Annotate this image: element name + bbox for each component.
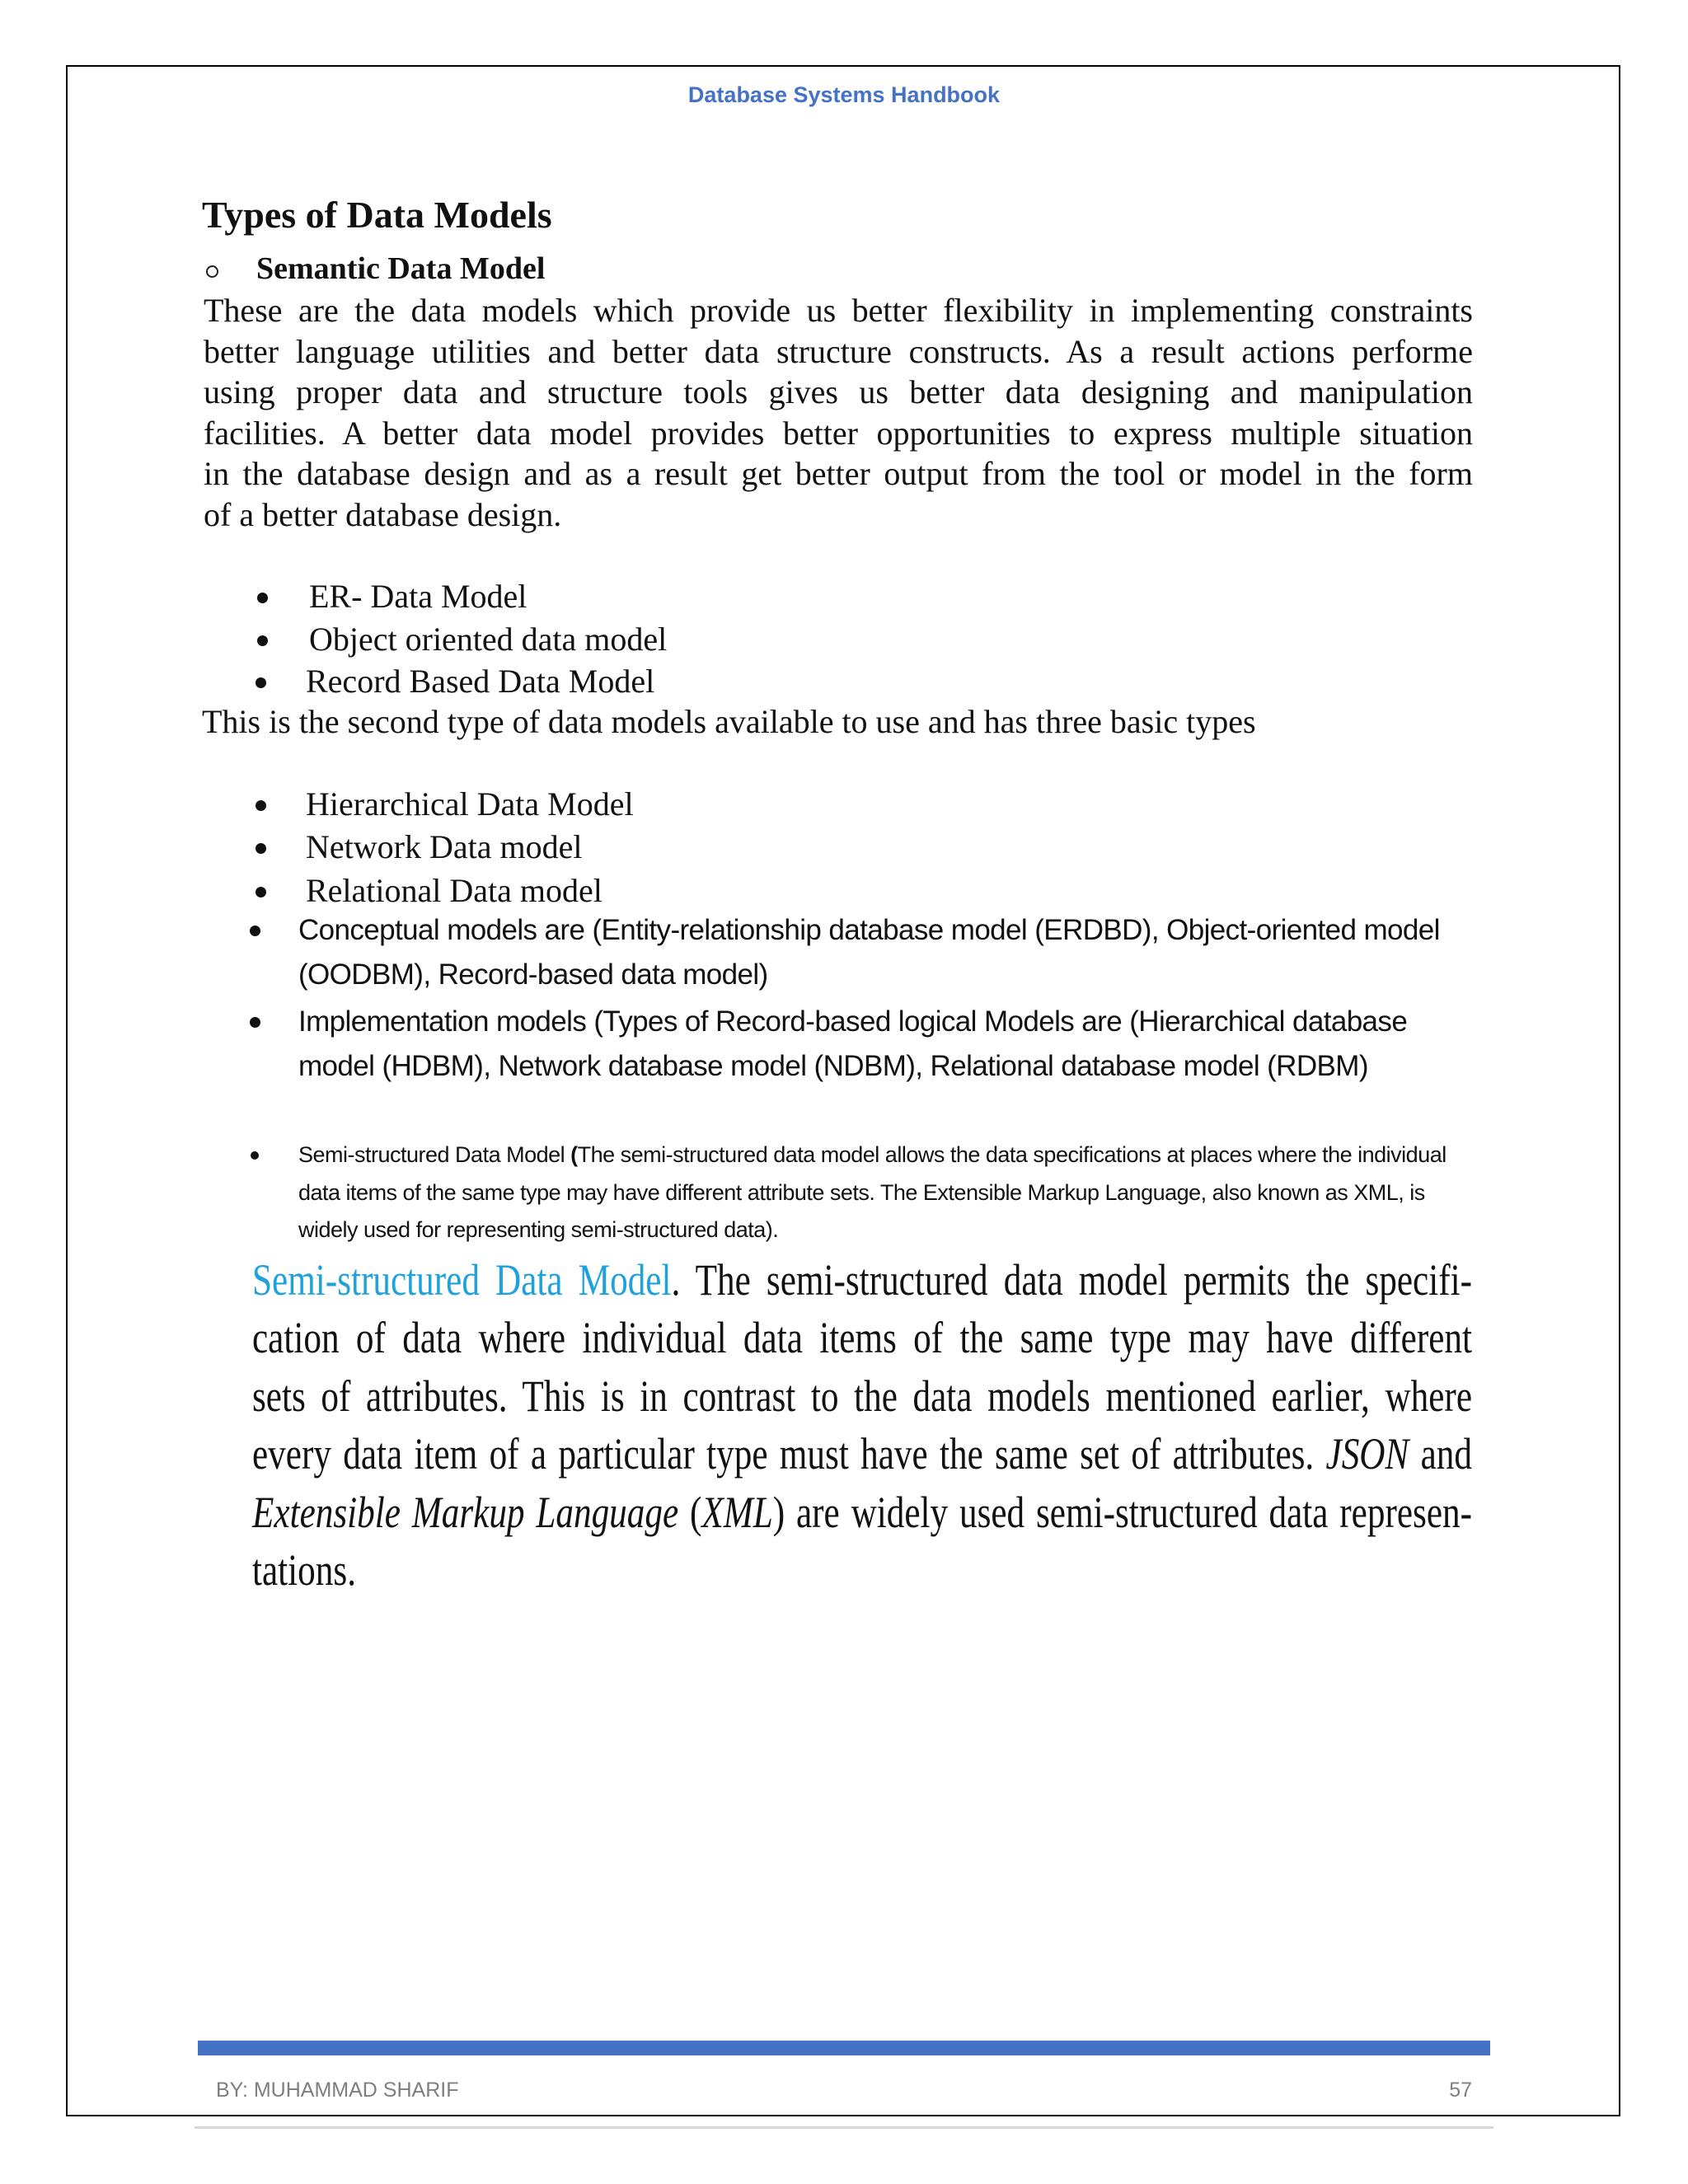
list-item: Object oriented data model xyxy=(309,621,668,658)
footer-author: BY: MUHAMMAD SHARIF xyxy=(216,2079,459,2102)
excerpt-line xyxy=(252,1251,1472,1309)
bullet-icon xyxy=(256,677,266,688)
footer-accent-bar xyxy=(198,2041,1490,2055)
textbook-excerpt xyxy=(252,1251,1472,1599)
bullet-icon xyxy=(256,800,266,811)
list-item xyxy=(298,1137,1477,1249)
page-divider xyxy=(195,2126,1493,2129)
semi-bullet-text: The semi-structured data model allows the data specifications at places where the individual data items of the same type may have different attribute sets. The Extensible Markup Language, also known as XML, is widely used for representing semi-structured data). xyxy=(298,1142,1447,1242)
excerpt-text: ) are widely used semi-structured data represen- xyxy=(772,1487,1472,1537)
bullet-icon xyxy=(250,926,260,936)
second-type-intro: This is the second type of data models available to use and has three basic types xyxy=(202,703,1256,740)
bullet-icon xyxy=(256,843,266,854)
list-item: Hierarchical Data Model xyxy=(306,785,634,823)
excerpt-line: cation of data where individual data items of the same type may have different xyxy=(252,1313,1472,1363)
list-item: ER- Data Model xyxy=(309,578,528,615)
subheading: Semantic Data Model xyxy=(256,251,546,286)
section-title: Types of Data Models xyxy=(202,194,552,236)
intro-paragraph xyxy=(204,290,1473,536)
list-item: Relational Data model xyxy=(306,872,603,909)
hollow-bullet-icon xyxy=(206,265,218,278)
excerpt-line xyxy=(252,1425,1472,1483)
excerpt-text: . The semi-structured data model permits the specifi- xyxy=(671,1255,1472,1305)
bullet-icon xyxy=(251,1151,259,1160)
excerpt-text: ( xyxy=(678,1487,702,1537)
paragraph-line: of a better database design. xyxy=(204,495,562,533)
page-number: 57 xyxy=(1449,2079,1472,2102)
excerpt-heading: Semi-structured Data Model xyxy=(252,1255,672,1305)
paragraph-line: facilities. A better data model provides better opportunities to express multiple situation xyxy=(204,414,1473,452)
paragraph-line: in the database design and as a result get better output from the tool or model in the form xyxy=(204,455,1473,493)
excerpt-line xyxy=(252,1483,1472,1541)
running-header: Database Systems Handbook xyxy=(687,82,1001,107)
excerpt-line: sets of attributes. This is in contrast to the data models mentioned earlier, where xyxy=(252,1371,1472,1421)
excerpt-xml: XML xyxy=(701,1487,773,1537)
paragraph-line: using proper data and structure tools gives us better data designing and manipulation xyxy=(204,373,1473,411)
bullet-icon xyxy=(257,635,268,646)
semi-bullet-lead: Semi-structured Data Model xyxy=(298,1142,571,1167)
list-item: Conceptual models are (Entity-relationship database model (ERDBD), Object-oriented model (OODBM), Record-based data model) xyxy=(298,914,1440,991)
excerpt-text: every data item of a particular type must have the same set of attributes. xyxy=(252,1429,1326,1479)
bullet-icon xyxy=(256,887,266,898)
list-item: Implementation models (Types of Record-based logical Models are (Hierarchical database model (HDBM), Network database model (NDBM), Relational database model (RDBM) xyxy=(298,1005,1408,1082)
paragraph-line: These are the data models which provide us better flexibility in implementing constraints xyxy=(204,292,1473,329)
bullet-icon xyxy=(257,593,268,603)
excerpt-line: tations. xyxy=(252,1544,356,1595)
semi-bullet-paren: ( xyxy=(570,1142,578,1167)
list-item: Network Data model xyxy=(306,828,583,865)
excerpt-xml-name: Extensible Markup Language xyxy=(252,1487,679,1537)
list-item: Record Based Data Model xyxy=(306,663,655,700)
bullet-icon xyxy=(250,1017,260,1028)
excerpt-text: and xyxy=(1409,1429,1472,1479)
paragraph-line: better language utilities and better data structure constructs. As a result actions performe xyxy=(204,332,1473,370)
excerpt-json: JSON xyxy=(1325,1429,1409,1479)
